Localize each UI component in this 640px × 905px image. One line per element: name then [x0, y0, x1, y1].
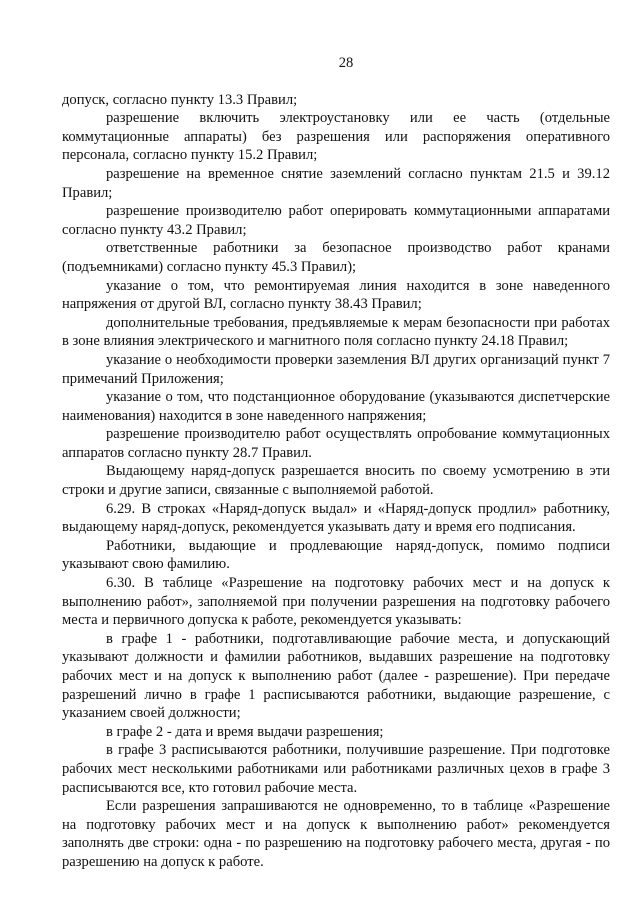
paragraph: 6.29. В строках «Наряд-допуск выдал» и «Наряд-допуск продлил» работнику, выдающему наряд-допуск, рекомендуется указывать дату и время его подписания. — [62, 500, 610, 536]
paragraph: разрешение производителю работ осуществлять опробование коммутационных аппаратов согласно пункту 28.7 Правил. — [62, 426, 610, 461]
paragraph: допуск, согласно пункту 13.3 Правил; — [62, 91, 298, 108]
document-body — [62, 91, 610, 872]
paragraph: Работники, выдающие и продлевающие наряд-допуск, помимо подписи указывают свою фамилию. — [62, 537, 610, 573]
paragraph: указание о том, что ремонтируемая линия находится в зоне наведенного напряжения от другой ВЛ, согласно пункту 38.43 Правил; — [62, 277, 610, 313]
paragraph: в графе 3 расписываются работники, получившие разрешение. При подготовке рабочих мест несколькими работниками или работниками различных цехов в графе 3 расписываются все, кто готовил рабочие места. — [62, 742, 610, 796]
paragraph: в графе 2 - дата и время выдачи разрешения; — [106, 723, 384, 740]
paragraph: Выдающему наряд-допуск разрешается вносить по своему усмотрению в эти строки и другие записи, связанные с выполняемой работой. — [62, 463, 610, 499]
paragraph: Если разрешения запрашиваются не одновременно, то в таблице «Разрешение на подготовку рабочих мест и на допуск к выполнению работ» рекомендуется заполнять две строки: одна - по разрешению на подготовку рабочего места, другая - по разрешению на допуск к работе. — [62, 798, 610, 870]
paragraph: разрешение на временное снятие заземлений согласно пунктам 21.5 и 39.12 Правил; — [62, 165, 610, 201]
paragraph: разрешение включить электроустановку или ее часть (отдельные коммутационные аппараты) без разрешения или распоряжения оперативного персонала, согласно пункту 15.2 Правил; — [62, 110, 610, 164]
paragraph: разрешение производителю работ оперировать коммутационными аппаратами согласно пункту 43.2 Правил; — [62, 203, 610, 238]
paragraph: 6.30. В таблице «Разрешение на подготовку рабочих мест и на допуск к выполнению работ», заполняемой при получении разрешения на подготовку рабочего места и первичного допуска к работе, рекомендуется указывать: — [62, 575, 610, 629]
paragraph: указание о том, что подстанционное оборудование (указываются диспетчерские наименования) находится в зоне наведенного напряжения; — [62, 389, 610, 424]
paragraph: дополнительные требования, предъявляемые к мерам безопасности при работах в зоне влияния электрического и магнитного поля согласно пункту 24.18 Правил; — [62, 314, 610, 350]
page-number: 28 — [338, 55, 354, 71]
paragraph: указание о необходимости проверки заземления ВЛ других организаций пункт 7 примечаний Приложения; — [62, 351, 610, 387]
paragraph: ответственные работники за безопасное производство работ кранами (подъемниками) согласно пункту 45.3 Правил); — [62, 240, 610, 275]
paragraph: в графе 1 - работники, подготавливающие рабочие места, и допускающий указывают должности и фамилии работников, выдавших разрешение на подготовку рабочих мест и на допуск к выполнению работ (далее - разрешение). При передаче разрешений лично в графе 1 расписываются работники, выдающие разрешение, с указанием своей должности; — [62, 630, 610, 722]
